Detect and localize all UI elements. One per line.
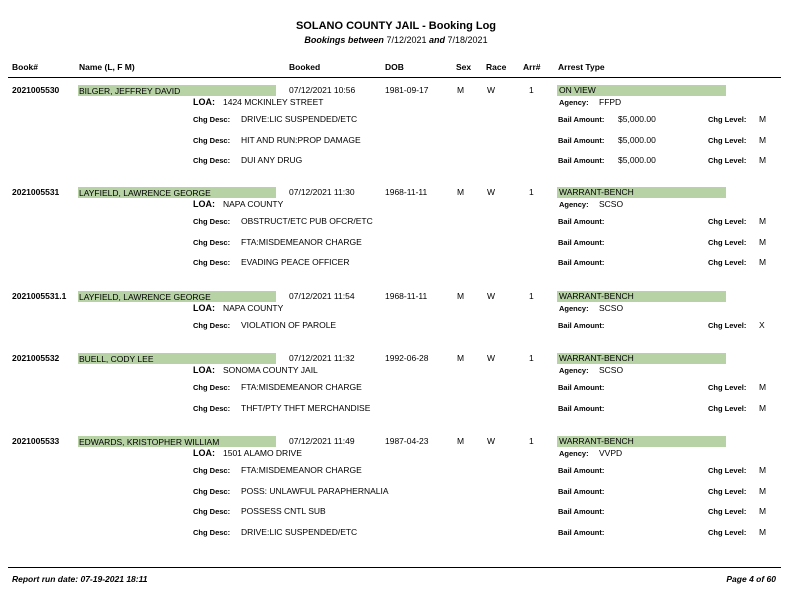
header-rule <box>8 77 781 78</box>
book-number: 2021005533 <box>12 436 60 446</box>
loa-value: NAPA COUNTY <box>223 303 284 313</box>
bail-amount-label: Bail Amount: <box>558 217 605 226</box>
chg-level-label: Chg Level: <box>708 528 747 537</box>
sex: M <box>457 436 465 446</box>
dob: 1981-09-17 <box>385 85 429 95</box>
bail-amount: $5,000.00 <box>618 135 656 145</box>
report-subtitle <box>0 35 792 45</box>
bail-amount-label: Bail Amount: <box>558 487 605 496</box>
chg-level: M <box>759 465 767 475</box>
col-arrest-type: Arrest Type <box>558 62 605 72</box>
dob: 1968-11-11 <box>385 187 428 197</box>
agency-value: FFPD <box>599 97 622 107</box>
bail-amount: $5,000.00 <box>618 155 656 165</box>
bail-amount-label: Bail Amount: <box>558 321 605 330</box>
chg-level: M <box>759 382 767 392</box>
col-book: Book# <box>12 62 38 72</box>
inmate-name: LAYFIELD, LAWRENCE GEORGE <box>79 292 211 302</box>
arrest-type: WARRANT-BENCH <box>559 187 634 197</box>
loa-value: 1424 MCKINLEY STREET <box>223 97 324 107</box>
book-number: 2021005531.1 <box>12 291 67 301</box>
col-race: Race <box>486 62 507 72</box>
date-to: 7/18/2021 <box>447 35 488 45</box>
loa-value: SONOMA COUNTY JAIL <box>223 365 318 375</box>
book-number: 2021005531 <box>12 187 60 197</box>
sex: M <box>457 85 465 95</box>
loa-label: LOA: <box>193 365 215 375</box>
bail-amount-label: Bail Amount: <box>558 238 605 247</box>
arrest-number: 1 <box>529 85 534 95</box>
chg-level: M <box>759 506 767 516</box>
agency-value: VVPD <box>599 448 623 458</box>
chg-desc: HIT AND RUN:PROP DAMAGE <box>241 135 361 145</box>
chg-level: M <box>759 114 767 124</box>
chg-desc-label: Chg Desc: <box>193 115 231 124</box>
chg-level-label: Chg Level: <box>708 321 747 330</box>
chg-level: M <box>759 135 767 145</box>
race: W <box>487 291 496 301</box>
chg-level: M <box>759 257 767 267</box>
chg-desc: POSS: UNLAWFUL PARAPHERNALIA <box>241 486 389 496</box>
chg-desc: DRIVE:LIC SUSPENDED/ETC <box>241 527 358 537</box>
sex: M <box>457 291 465 301</box>
chg-desc-label: Chg Desc: <box>193 487 231 496</box>
booked-datetime: 07/12/2021 10:56 <box>289 85 356 95</box>
agency-label: Agency: <box>559 98 589 107</box>
bail-amount-label: Bail Amount: <box>558 258 605 267</box>
arrest-type: WARRANT-BENCH <box>559 291 634 301</box>
chg-desc-label: Chg Desc: <box>193 258 231 267</box>
chg-level-label: Chg Level: <box>708 115 747 124</box>
booked-datetime: 07/12/2021 11:30 <box>289 187 355 197</box>
agency-label: Agency: <box>559 366 589 375</box>
chg-desc-label: Chg Desc: <box>193 528 231 537</box>
arrest-type: WARRANT-BENCH <box>559 436 634 446</box>
chg-level-label: Chg Level: <box>708 156 747 165</box>
chg-level: M <box>759 403 767 413</box>
chg-desc-label: Chg Desc: <box>193 238 231 247</box>
loa-label: LOA: <box>193 97 215 107</box>
chg-desc: DUI ANY DRUG <box>241 155 303 165</box>
chg-desc: DRIVE:LIC SUSPENDED/ETC <box>241 114 358 124</box>
dob: 1992-06-28 <box>385 353 429 363</box>
arrest-number: 1 <box>529 187 534 197</box>
subtitle-and: and <box>429 35 446 45</box>
chg-level: M <box>759 155 767 165</box>
date-from: 7/12/2021 <box>386 35 427 45</box>
arrest-type: WARRANT-BENCH <box>559 353 634 363</box>
report-run-date: Report run date: 07-19-2021 18:11 <box>12 574 148 584</box>
col-name: Name (L, F M) <box>79 62 135 72</box>
bail-amount: $5,000.00 <box>618 114 656 124</box>
chg-desc: FTA:MISDEMEANOR CHARGE <box>241 465 362 475</box>
inmate-name: BILGER, JEFFREY DAVID <box>79 86 181 96</box>
inmate-name: EDWARDS, KRISTOPHER WILLIAM <box>79 437 220 447</box>
booked-datetime: 07/12/2021 11:49 <box>289 436 355 446</box>
bail-amount-label: Bail Amount: <box>558 528 605 537</box>
col-booked: Booked <box>289 62 321 72</box>
sex: M <box>457 187 465 197</box>
chg-desc: POSSESS CNTL SUB <box>241 506 326 516</box>
col-sex: Sex <box>456 62 472 72</box>
chg-desc-label: Chg Desc: <box>193 466 231 475</box>
chg-desc: FTA:MISDEMEANOR CHARGE <box>241 382 362 392</box>
bail-amount-label: Bail Amount: <box>558 404 605 413</box>
bail-amount-label: Bail Amount: <box>558 156 605 165</box>
chg-desc-label: Chg Desc: <box>193 217 231 226</box>
chg-desc: THFT/PTY THFT MERCHANDISE <box>241 403 371 413</box>
chg-level-label: Chg Level: <box>708 487 747 496</box>
loa-value: NAPA COUNTY <box>223 199 284 209</box>
chg-level-label: Chg Level: <box>708 383 747 392</box>
page-number: Page 4 of 60 <box>726 574 776 584</box>
booked-datetime: 07/12/2021 11:54 <box>289 291 355 301</box>
chg-level: M <box>759 527 767 537</box>
chg-level-label: Chg Level: <box>708 507 747 516</box>
agency-label: Agency: <box>559 200 589 209</box>
chg-desc: OBSTRUCT/ETC PUB OFCR/ETC <box>241 216 373 226</box>
chg-desc-label: Chg Desc: <box>193 383 231 392</box>
bail-amount-label: Bail Amount: <box>558 507 605 516</box>
chg-level-label: Chg Level: <box>708 466 747 475</box>
subtitle-prefix: Bookings between <box>304 35 384 45</box>
chg-desc: VIOLATION OF PAROLE <box>241 320 337 330</box>
col-dob: DOB <box>385 62 404 72</box>
arrest-number: 1 <box>529 436 534 446</box>
loa-label: LOA: <box>193 303 215 313</box>
race: W <box>487 187 496 197</box>
chg-level: M <box>759 486 767 496</box>
loa-label: LOA: <box>193 448 215 458</box>
chg-level-label: Chg Level: <box>708 217 747 226</box>
chg-level: M <box>759 216 767 226</box>
bail-amount-label: Bail Amount: <box>558 136 605 145</box>
chg-level-label: Chg Level: <box>708 258 747 267</box>
agency-value: SCSO <box>599 365 624 375</box>
race: W <box>487 85 496 95</box>
report-title: SOLANO COUNTY JAIL - Booking Log <box>295 20 497 32</box>
chg-desc-label: Chg Desc: <box>193 156 231 165</box>
arrest-type: ON VIEW <box>559 85 596 95</box>
arrest-number: 1 <box>529 353 534 363</box>
chg-desc-label: Chg Desc: <box>193 321 231 330</box>
chg-level-label: Chg Level: <box>708 136 747 145</box>
chg-desc-label: Chg Desc: <box>193 136 231 145</box>
dob: 1987-04-23 <box>385 436 429 446</box>
agency-value: SCSO <box>599 199 624 209</box>
agency-label: Agency: <box>559 304 589 313</box>
chg-desc-label: Chg Desc: <box>193 404 231 413</box>
chg-desc-label: Chg Desc: <box>193 507 231 516</box>
book-number: 2021005532 <box>12 353 60 363</box>
chg-desc: EVADING PEACE OFFICER <box>241 257 350 267</box>
inmate-name: LAYFIELD, LAWRENCE GEORGE <box>79 188 211 198</box>
bail-amount-label: Bail Amount: <box>558 115 605 124</box>
book-number: 2021005530 <box>12 85 60 95</box>
dob: 1968-11-11 <box>385 291 428 301</box>
chg-desc: FTA:MISDEMEANOR CHARGE <box>241 237 362 247</box>
race: W <box>487 436 496 446</box>
inmate-name: BUELL, CODY LEE <box>79 354 154 364</box>
bail-amount-label: Bail Amount: <box>558 383 605 392</box>
loa-label: LOA: <box>193 199 215 209</box>
arrest-number: 1 <box>529 291 534 301</box>
agency-value: SCSO <box>599 303 624 313</box>
sex: M <box>457 353 465 363</box>
chg-level: X <box>759 320 765 330</box>
footer-rule <box>8 567 781 568</box>
agency-label: Agency: <box>559 449 589 458</box>
race: W <box>487 353 496 363</box>
bail-amount-label: Bail Amount: <box>558 466 605 475</box>
booked-datetime: 07/12/2021 11:32 <box>289 353 355 363</box>
chg-level-label: Chg Level: <box>708 238 747 247</box>
col-arr: Arr# <box>523 62 541 72</box>
chg-level: M <box>759 237 767 247</box>
loa-value: 1501 ALAMO DRIVE <box>223 448 302 458</box>
chg-level-label: Chg Level: <box>708 404 747 413</box>
